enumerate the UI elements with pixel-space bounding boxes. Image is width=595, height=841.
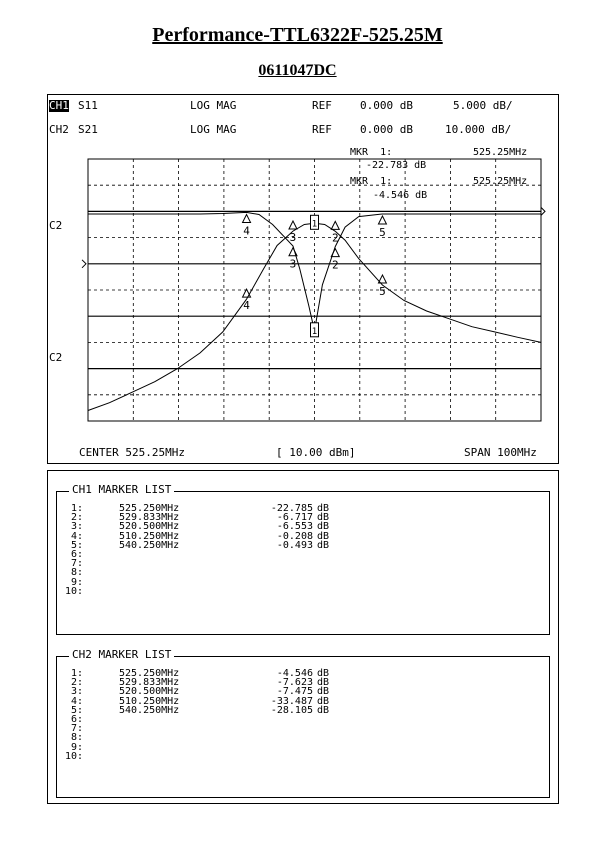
marker-number: 5: xyxy=(71,704,84,716)
marker-number: 2: xyxy=(71,512,84,524)
marker-number: 1: xyxy=(71,503,84,514)
marker-unit: dB xyxy=(317,704,330,716)
ch2-ref-value: 0.000 dB xyxy=(360,123,413,136)
left-label-c2-lower: C2 xyxy=(49,351,63,364)
marker-triangle-icon xyxy=(331,221,339,229)
marker-unit: dB xyxy=(317,686,330,698)
ch1-param: S11 xyxy=(78,99,98,112)
ch1-ref-label: REF xyxy=(312,99,332,112)
ch2-format: LOG MAG xyxy=(190,123,237,136)
marker-4-label: 4 xyxy=(243,299,250,313)
marker-frequency: 520.500MHz xyxy=(119,521,180,533)
page-title: Performance-TTL6322F-525.25M xyxy=(152,24,443,46)
ch2-reference-arrow-icon xyxy=(82,260,86,268)
marker-3-label: 3 xyxy=(289,257,297,271)
ch2-marker-freq: 525.25MHz xyxy=(473,176,528,187)
marker-frequency: 520.500MHz xyxy=(119,686,180,698)
marker-number: 9: xyxy=(71,576,84,588)
marker-number: 5: xyxy=(71,539,84,551)
marker-unit: dB xyxy=(317,521,330,533)
marker-value: -33.487 xyxy=(270,695,313,707)
ch1-format: LOG MAG xyxy=(190,99,237,112)
marker-2-label: 2 xyxy=(331,231,339,245)
marker-5-label: 5 xyxy=(379,225,386,239)
marker-value: -0.208 xyxy=(276,530,313,542)
marker-2-label: 2 xyxy=(331,258,339,272)
ch2-ref-label: REF xyxy=(312,123,332,136)
marker-number: 4: xyxy=(71,530,84,542)
marker-value: -0.493 xyxy=(276,539,313,551)
marker-frequency: 510.250MHz xyxy=(119,530,180,542)
marker-number: 8: xyxy=(71,567,84,579)
marker-unit: dB xyxy=(317,512,330,524)
marker-unit: dB xyxy=(317,695,330,707)
marker-number: 7: xyxy=(71,723,84,735)
marker-number: 10: xyxy=(65,750,84,762)
serial-number: 0611047DC xyxy=(258,62,337,79)
marker-unit: dB xyxy=(317,677,330,689)
ch1-label[interactable]: CH1 xyxy=(49,99,69,112)
marker-4-label: 4 xyxy=(243,224,250,238)
ch1-scale: 5.000 dB/ xyxy=(453,99,513,112)
marker-number: 2: xyxy=(71,677,84,689)
marker-frequency: 529.833MHz xyxy=(119,512,180,524)
marker-unit: dB xyxy=(317,530,330,542)
marker-number: 4: xyxy=(71,695,84,707)
ch2-marker-value: -4.546 dB xyxy=(373,190,428,201)
marker-number: 7: xyxy=(71,558,84,570)
ch2-scale: 10.000 dB/ xyxy=(445,123,512,136)
marker-number: 3: xyxy=(71,686,84,698)
ch1-marker-label: MKR 1: xyxy=(350,147,393,158)
ch2-param: S21 xyxy=(78,123,98,136)
marker-number: 6: xyxy=(71,549,84,560)
ch1-marker-list-title: CH1 MARKER LIST xyxy=(69,484,174,496)
marker-lists-panel xyxy=(47,470,559,804)
marker-value: -28.105 xyxy=(270,704,313,716)
marker-value: -4.546 xyxy=(276,668,313,679)
marker-value: -7.623 xyxy=(276,677,313,689)
marker-number: 1: xyxy=(71,668,84,679)
marker-1-label-s21: 1 xyxy=(311,219,318,230)
marker-frequency: 510.250MHz xyxy=(119,695,180,707)
marker-number: 10: xyxy=(65,585,84,597)
marker-unit: dB xyxy=(317,539,330,551)
source-power: [ 10.00 dBm] xyxy=(276,446,356,459)
marker-number: 6: xyxy=(71,714,84,725)
ch1-reference-arrow-icon xyxy=(541,207,545,215)
marker-frequency: 540.250MHz xyxy=(119,704,180,716)
marker-triangle-icon xyxy=(378,216,386,224)
trace-s11 xyxy=(88,212,541,331)
marker-triangle-icon xyxy=(289,221,297,229)
frequency-span: SPAN 100MHz xyxy=(464,446,537,459)
left-label-c2-upper: C2 xyxy=(49,219,63,232)
marker-frequency: 525.250MHz xyxy=(119,668,180,679)
ch1-marker-list xyxy=(56,483,550,635)
marker-unit: dB xyxy=(317,668,330,679)
marker-value: -22.785 xyxy=(270,503,313,514)
marker-frequency: 529.833MHz xyxy=(119,677,180,689)
analyzer-screen xyxy=(47,94,559,464)
ch2-marker-label: MKR 1: xyxy=(350,176,393,187)
ch1-marker-value: -22.783 dB xyxy=(366,160,427,171)
marker-value: -6.717 xyxy=(276,512,313,524)
ch1-ref-value: 0.000 dB xyxy=(360,99,413,112)
marker-number: 9: xyxy=(71,741,84,753)
marker-3-label: 3 xyxy=(289,230,297,244)
ch1-marker-freq: 525.25MHz xyxy=(473,147,528,158)
marker-value: -6.553 xyxy=(276,521,313,533)
marker-frequency: 525.250MHz xyxy=(119,503,180,514)
center-frequency: CENTER 525.25MHz xyxy=(79,446,185,459)
ch2-marker-list-title: CH2 MARKER LIST xyxy=(69,649,174,661)
marker-triangle-icon xyxy=(243,214,251,222)
ch2-marker-list xyxy=(56,648,550,798)
marker-1-label-s11: 1 xyxy=(311,326,318,337)
ch2-label[interactable]: CH2 xyxy=(49,123,69,136)
marker-5-label: 5 xyxy=(379,285,386,299)
marker-unit: dB xyxy=(317,503,330,514)
marker-number: 3: xyxy=(71,521,84,533)
trace-plot xyxy=(48,95,558,463)
marker-number: 8: xyxy=(71,732,84,744)
marker-frequency: 540.250MHz xyxy=(119,539,180,551)
marker-value: -7.475 xyxy=(276,686,313,698)
